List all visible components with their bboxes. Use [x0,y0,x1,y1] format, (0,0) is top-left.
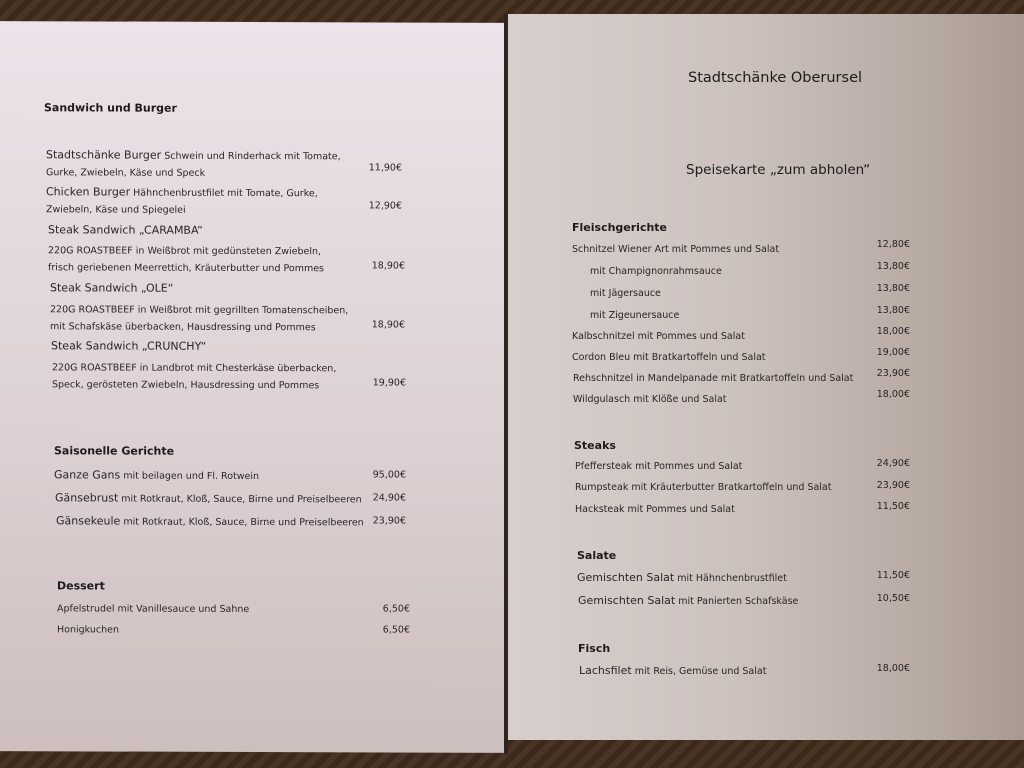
menu-item [51,337,206,356]
item-desc: Hähnchenbrustfilet mit Tomate, Gurke, [133,187,318,200]
item-name: Steak Sandwich „OLE“ [50,281,174,295]
menu-item [56,512,364,531]
item-price: 95,00€ [372,469,406,481]
section-title-fish: Fisch [578,642,611,655]
item-price: 18,00€ [876,389,910,400]
item-price: 11,50€ [876,501,910,512]
item-name: Stadtschänke Burger [46,148,162,162]
section-title-salads: Salate [577,549,617,562]
item-desc: mit Hähnchenbrustfilet [677,573,787,584]
item-price: 11,90€ [368,162,402,174]
menu-item-desc [50,301,348,336]
item-desc: 220G ROASTBEEF in Weißbrot mit gegrillten Tomatenscheiben, [50,304,349,317]
item-name: Gemischten Salat [577,571,675,584]
item-desc: Zwiebeln, Käse und Spiegelei [46,204,186,216]
menu-page-left [0,21,506,753]
item-price: 24,90€ [372,492,406,504]
item-price: 18,90€ [371,319,405,331]
item-price: 10,50€ [876,593,910,604]
item-name: Ganze Gans [54,468,121,482]
item-name: Apfelstrudel mit Vanillesauce und Sahne [57,603,250,615]
menu-item: Hacksteak mit Pommes und Salat [575,504,735,515]
menu-item [50,279,173,297]
menu-item [578,592,798,610]
item-desc: mit Rotkraut, Kloß, Sauce, Birne und Preiselbeeren [121,493,362,506]
menu-item [48,221,203,240]
menu-item [55,489,362,508]
item-desc: mit Rotkraut, Kloß, Sauce, Birne und Preiselbeeren [123,516,364,529]
menu-item: Kalbschnitzel mit Pommes und Salat [572,331,745,342]
item-desc: 220G ROASTBEEF in Weißbrot mit gedünsteten Zwiebeln, [48,245,322,258]
menu-page-right [508,14,1024,740]
menu-item [577,569,787,587]
item-price: 6,50€ [382,603,410,615]
menu-item-desc [52,359,336,394]
menu-item: mit Zigeunersauce [590,310,680,321]
item-name: Gemischten Salat [578,594,676,607]
item-desc: Gurke, Zwiebeln, Käse und Speck [46,167,206,179]
item-desc: mit Schafskäse überbacken, Hausdressing und Pommes [50,321,316,334]
menu-item: mit Jägersauce [590,288,661,299]
menu-item-desc [48,242,324,277]
section-title-dessert: Dessert [57,579,105,593]
menu-item [54,466,259,485]
item-desc: frisch geriebenen Meerrettich, Kräuterbutter und Pommes [48,262,325,275]
item-price: 12,90€ [368,200,402,212]
menu-item [46,183,318,219]
item-price: 13,80€ [876,305,910,316]
item-price: 18,00€ [876,326,910,337]
item-desc: Speck, gerösteten Zwiebeln, Hausdressing und Pommes [52,379,320,392]
item-price: 18,00€ [876,663,910,674]
menu-item: mit Champignonrahmsauce [590,266,722,277]
item-price: 23,90€ [372,515,406,527]
item-price: 12,80€ [876,239,910,250]
restaurant-name: Stadtschänke Oberursel [688,70,863,86]
item-desc: 220G ROASTBEEF in Landbrot mit Chesterkäse überbacken, [52,362,337,375]
section-title-steaks: Steaks [574,439,616,452]
menu-item [57,600,249,618]
item-price: 23,90€ [876,368,910,379]
item-price: 13,80€ [876,283,910,294]
item-name: Honigkuchen [57,624,119,636]
menu-title: Speisekarte „zum abholen“ [686,162,871,178]
menu-item: Pfeffersteak mit Pommes und Salat [575,461,743,472]
item-name: Steak Sandwich „CRUNCHY“ [51,339,207,353]
item-name: Lachsfilet [579,664,632,677]
item-price: 23,90€ [876,480,910,491]
item-name: Gänsekeule [56,514,121,528]
item-price: 19,90€ [372,377,406,389]
menu-item [46,146,341,182]
item-desc: mit beilagen und Fl. Rotwein [123,470,260,483]
section-title-meat: Fleischgerichte [572,221,668,234]
menu-item: Wildgulasch mit Klöße und Salat [573,394,727,405]
menu-item: Cordon Bleu mit Bratkartoffeln und Salat [572,352,766,363]
item-price: 13,80€ [876,261,910,272]
section-title-sandwich-burger: Sandwich und Burger [44,101,177,115]
item-price: 11,50€ [876,570,910,581]
menu-item: Schnitzel Wiener Art mit Pommes und Salat [572,244,780,255]
item-desc: mit Panierten Schafskäse [678,596,799,607]
menu-item [57,621,119,638]
item-price: 6,50€ [382,624,410,636]
section-title-seasonal: Saisonelle Gerichte [54,444,175,458]
menu-item [579,662,766,680]
item-name: Steak Sandwich „CARAMBA“ [48,223,203,237]
item-desc: mit Reis, Gemüse und Salat [634,666,767,677]
item-price: 18,90€ [371,260,405,272]
menu-item: Rumpsteak mit Kräuterbutter Bratkartoffeln und Salat [575,482,832,493]
item-price: 24,90€ [876,458,910,469]
item-name: Gänsebrust [55,491,119,505]
item-price: 19,00€ [876,347,910,358]
menu-item: Rehschnitzel in Mandelpanade mit Bratkartoffeln und Salat [573,373,854,384]
item-name: Chicken Burger [46,185,131,199]
item-desc: Schwein und Rinderhack mit Tomate, [164,150,341,163]
